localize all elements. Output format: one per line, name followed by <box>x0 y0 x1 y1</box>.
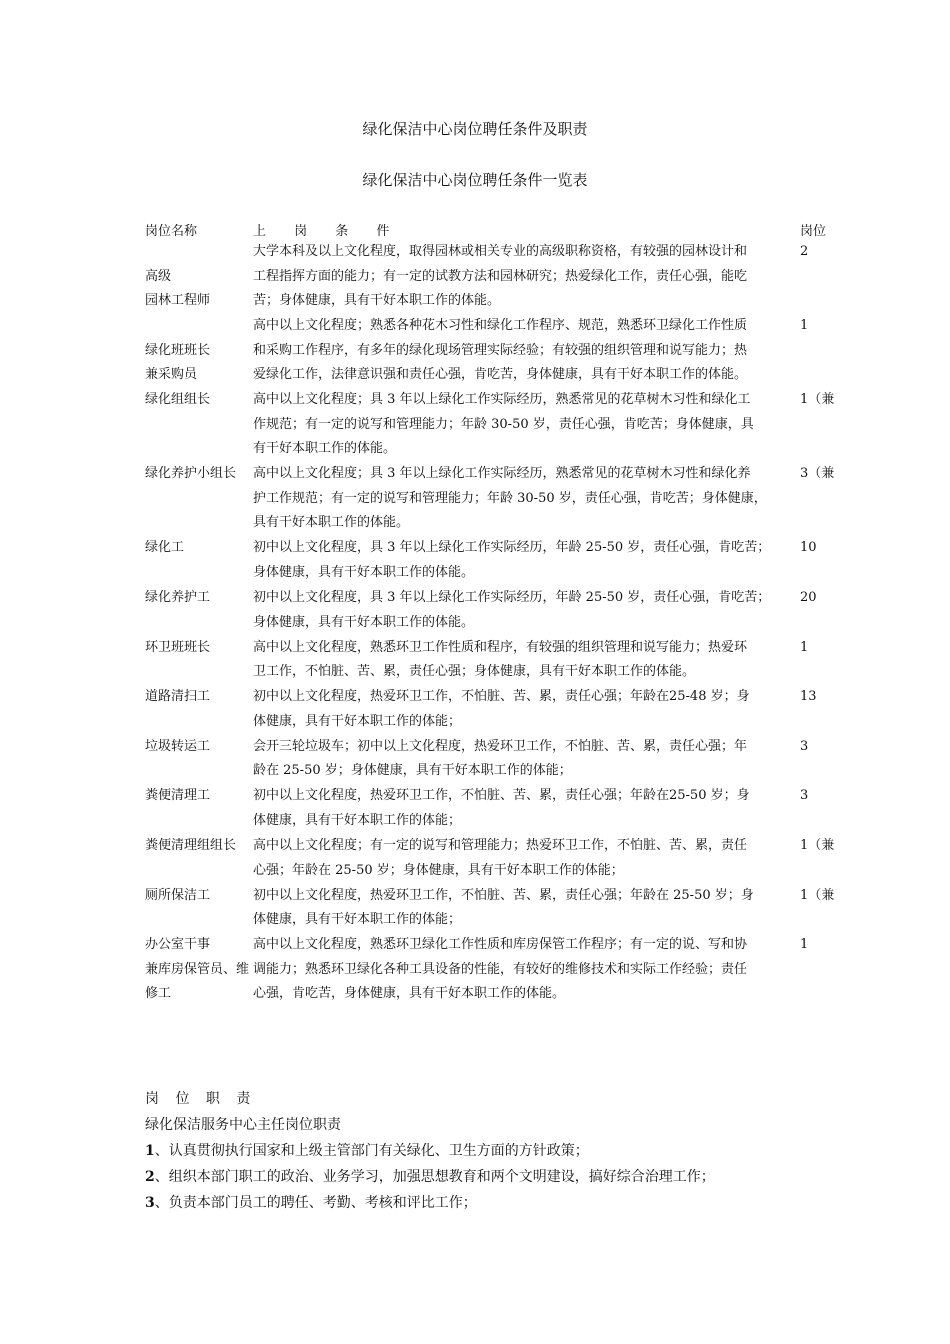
position-name-line: 兼采购员 <box>145 367 198 383</box>
position-conditions <box>253 314 801 388</box>
position-count: 1 <box>800 318 809 334</box>
duty-text: 、认真贯彻执行国家和上级主管部门有关绿化、卫生方面的方针政策； <box>154 1143 589 1159</box>
position-count: 1（兼 <box>800 392 835 408</box>
position-name <box>145 636 253 661</box>
condition-line: 工程指挥方面的能力；有一定的试教方法和园林研究；热爱绿化工作，责任心强，能吃 <box>253 268 748 284</box>
position-count: 3（兼 <box>800 466 835 482</box>
position-name-line: 办公室干事 <box>145 937 211 953</box>
position-count: 3 <box>800 738 809 754</box>
duty-number: 1 <box>145 1143 155 1159</box>
position-conditions <box>253 784 801 833</box>
position-conditions <box>253 586 801 635</box>
position-name <box>145 834 253 859</box>
condition-line: 卫工作，不怕脏、苦、累，责任心强；身体健康，具有干好本职工作的体能。 <box>253 664 696 680</box>
position-conditions <box>253 536 801 585</box>
condition-line: 作规范；有一定的说写和管理能力；年龄 30-50 岁，责任心强，肯吃苦；身体健康，具 <box>253 416 754 432</box>
condition-line: 具有干好本职工作的体能。 <box>253 515 410 531</box>
position-conditions <box>253 735 801 784</box>
condition-line: 大学本科及以上文化程度，取得园林或相关专业的高级职称资格，有较强的园林设计和 <box>253 244 748 259</box>
position-name-line: 道路清扫工 <box>145 689 211 705</box>
position-conditions <box>253 933 801 1007</box>
position-conditions <box>253 884 801 933</box>
position-name-line: 兼库房保管员、维 <box>145 961 250 977</box>
position-count: 1（兼 <box>800 887 835 903</box>
position-name <box>145 388 253 413</box>
condition-line: 初中以上文化程度，热爱环卫工作，不怕脏、苦、累，责任心强；年龄在25-50 岁；身 <box>253 788 750 804</box>
position-name <box>145 685 253 710</box>
position-name <box>145 933 253 1007</box>
condition-line: 爱绿化工作，法律意识强和责任心强，肯吃苦，身体健康，具有干好本职工作的体能。 <box>253 367 748 383</box>
position-name-line: 绿化养护小组长 <box>145 466 237 482</box>
condition-line: 和采购工作程序，有多年的绿化现场管理实际经验；有较强的组织管理和说写能力；热 <box>253 342 748 358</box>
condition-line: 高中以上文化程度，熟悉环卫绿化工作性质和库房保管工作程序；有一定的说、写和协 <box>253 937 748 953</box>
position-count: 2 <box>800 244 809 259</box>
position-name <box>145 240 253 314</box>
column-header-count: 岗位 <box>800 224 827 239</box>
condition-line: 初中以上文化程度，热爱环卫工作，不怕脏、苦、累，责任心强；年龄在25-48 岁；身 <box>253 689 750 705</box>
condition-line: 高中以上文化程度，熟悉环卫工作性质和程序，有较强的组织管理和说写能力；热爱环 <box>253 639 748 655</box>
position-count: 1（兼 <box>800 838 835 853</box>
position-name-line: 粪便清理工 <box>145 788 211 804</box>
position-name-line: 厕所保洁工 <box>145 887 211 903</box>
condition-line: 体健康，具有干好本职工作的体能； <box>253 912 462 928</box>
condition-line: 护工作规范；有一定的说写和管理能力；年龄 30-50 岁，责任心强，肯吃苦；身体健康， <box>253 490 767 506</box>
duties-heading: 岗 位 职 责 <box>145 1091 257 1107</box>
position-count: 13 <box>800 689 817 705</box>
condition-line: 心强；年龄在 25-50 岁；身体健康，具有干好本职工作的体能； <box>253 862 624 878</box>
position-name <box>145 735 253 760</box>
position-conditions <box>253 388 801 462</box>
condition-line: 初中以上文化程度，热爱环卫工作，不怕脏、苦、累，责任心强；年龄在 25-50 岁；身 <box>253 887 754 903</box>
duty-item <box>145 1140 589 1160</box>
position-name-line: 环卫班班长 <box>145 639 211 655</box>
condition-line: 调能力；熟悉环卫绿化各种工具设备的性能，有较好的维修技术和实际工作经验；责任 <box>253 961 748 977</box>
condition-line: 身体健康，具有干好本职工作的体能。 <box>253 614 475 630</box>
duty-text: 、组织本部门职工的政治、业务学习，加强思想教育和两个文明建设，搞好综合治理工作； <box>154 1169 715 1185</box>
duty-item <box>145 1192 477 1212</box>
position-name <box>145 884 253 909</box>
position-name-line: 粪便清理组组长 <box>145 838 237 853</box>
condition-line: 高中以上文化程度；具 3 年以上绿化工作实际经历，熟悉常见的花草树木习性和绿化工 <box>253 392 751 408</box>
condition-line: 心强，肯吃苦，身体健康，具有干好本职工作的体能。 <box>253 986 566 1002</box>
position-conditions <box>253 834 801 883</box>
position-name <box>145 784 253 809</box>
condition-line: 有干好本职工作的体能。 <box>253 441 397 457</box>
condition-line: 身体健康，具有干好本职工作的体能。 <box>253 564 475 580</box>
document-title: 绿化保洁中心岗位聘任条件及职责 <box>362 120 588 138</box>
column-header-conditions: 上 岗 条 件 <box>253 224 402 239</box>
position-name <box>145 536 253 561</box>
condition-line: 体健康，具有干好本职工作的体能； <box>253 713 462 729</box>
position-name-line: 绿化养护工 <box>145 590 211 605</box>
duty-number: 3 <box>145 1195 155 1211</box>
position-name-line: 园林工程师 <box>145 293 211 308</box>
duty-item <box>145 1166 715 1186</box>
position-name <box>145 314 253 388</box>
condition-line: 会开三轮垃圾车；初中以上文化程度，热爱环卫工作，不怕脏、苦、累，责任心强；年 <box>253 738 748 754</box>
position-name-line: 绿化组组长 <box>145 392 211 408</box>
position-conditions <box>253 685 801 734</box>
position-name-line: 高级 <box>145 268 172 284</box>
condition-line: 苦；身体健康，具有干好本职工作的体能。 <box>253 293 501 308</box>
position-conditions <box>253 636 801 685</box>
position-conditions <box>253 240 801 314</box>
condition-line: 龄在 25-50 岁；身体健康，具有干好本职工作的体能； <box>253 763 572 779</box>
position-conditions <box>253 462 801 536</box>
condition-line: 体健康，具有干好本职工作的体能； <box>253 812 462 828</box>
table-title: 绿化保洁中心岗位聘任条件一览表 <box>362 171 588 189</box>
condition-line: 初中以上文化程度，具 3 年以上绿化工作实际经历，年龄 25-50 岁，责任心强，肯吃苦； <box>253 540 771 556</box>
position-count: 3 <box>800 788 809 804</box>
position-name <box>145 462 253 487</box>
duties-subheading: 绿化保洁服务中心主任岗位职责 <box>145 1117 341 1133</box>
position-name-line: 垃圾转运工 <box>145 738 211 754</box>
duty-number: 2 <box>145 1169 155 1185</box>
condition-line: 初中以上文化程度，具 3 年以上绿化工作实际经历，年龄 25-50 岁，责任心强，肯吃苦； <box>253 590 771 605</box>
position-name-line <box>145 240 253 265</box>
position-name-line <box>145 314 253 339</box>
column-header-position: 岗位名称 <box>145 224 198 239</box>
position-count: 1 <box>800 639 809 655</box>
position-count: 1 <box>800 937 809 953</box>
position-name-line: 绿化班班长 <box>145 342 211 358</box>
condition-line: 高中以上文化程度；熟悉各种花木习性和绿化工作程序、规范，熟悉环卫绿化工作性质 <box>253 318 748 334</box>
condition-line: 高中以上文化程度；具 3 年以上绿化工作实际经历，熟悉常见的花草树木习性和绿化养 <box>253 466 751 482</box>
position-count: 20 <box>800 590 817 605</box>
position-name-line: 绿化工 <box>145 540 185 556</box>
position-name <box>145 586 253 611</box>
position-count: 10 <box>800 540 817 556</box>
condition-line: 高中以上文化程度；有一定的说写和管理能力；热爱环卫工作，不怕脏、苦、累，责任 <box>253 838 748 853</box>
duty-text: 、负责本部门员工的聘任、考勤、考核和评比工作； <box>154 1195 477 1211</box>
position-name-line: 修工 <box>145 986 172 1002</box>
